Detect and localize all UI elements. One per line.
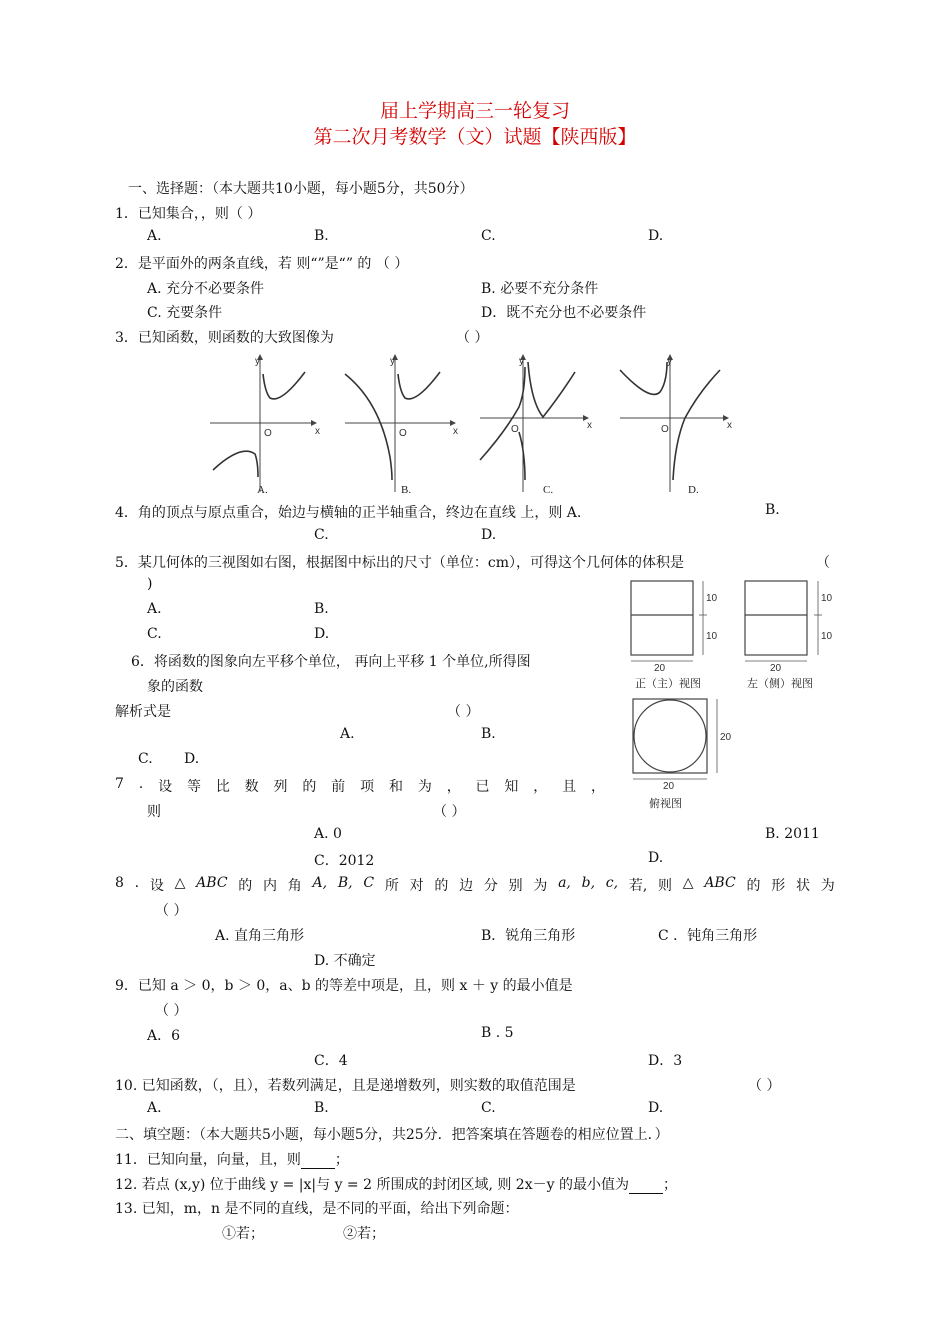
q5-paren-open: （	[816, 555, 830, 571]
q6-stem-line2: 象的函数	[147, 679, 203, 695]
svg-text:x: x	[453, 426, 458, 437]
side-view	[745, 581, 833, 690]
q10-option-d: D.	[648, 1100, 664, 1116]
top-view-label: 俯视图	[649, 798, 682, 810]
q2-stem: 2．是平面外的两条直线，若 则“”是“” 的 （ ）	[115, 256, 409, 272]
q5-stem: 5．某几何体的三视图如右图，根据图中标出的尺寸（单位：cm），可得这个几何体的体积是	[115, 555, 685, 571]
three-view-figure	[625, 575, 837, 815]
exam-title-line1: 届上学期高三一轮复习	[379, 100, 570, 122]
svg-text:10: 10	[706, 631, 718, 642]
top-view	[633, 699, 732, 810]
svg-text:20: 20	[654, 663, 666, 674]
svg-text:O: O	[399, 428, 407, 439]
q6-option-b: B.	[481, 726, 496, 742]
q6-option-d: D.	[184, 751, 200, 767]
q9-option-a: A．6	[147, 1028, 181, 1044]
svg-text:20: 20	[770, 663, 782, 674]
q2-option-b: B. 必要不充分条件	[481, 281, 599, 297]
side-view-label: 左（侧）视图	[747, 678, 813, 690]
q6-stem: 6．将函数的图象向左平移个单位， 再向上平移 1 个单位,所得图	[131, 654, 531, 670]
q5-option-c: C.	[147, 626, 162, 642]
section2-heading: 二、填空题：（本大题共5小题，每小题5分，共25分．把答案填在答题卷的相应位置上．）	[115, 1127, 669, 1143]
q8-stem: 8 . 设 △ ABC 的 内 角 A, B, C 所 对 的 边 分 别 为 a, b, c, 若, 则 △ ABC 的 形 状 为	[115, 875, 835, 894]
q8-option-a: A. 直角三角形	[215, 928, 305, 944]
q2-option-d: D．既不充分也不必要条件	[481, 305, 647, 321]
svg-text:20: 20	[663, 781, 675, 792]
q9-stem: 9．已知 a ＞ 0，b ＞ 0，a、b 的等差中项是，且，则 x ＋ y 的最小值是	[115, 978, 573, 994]
q1-option-b: B.	[314, 228, 329, 244]
q4-option-d: D.	[481, 527, 497, 543]
graph-b-label: B.	[401, 484, 412, 496]
q1-stem: 1．已知集合，，则（ ）	[115, 206, 262, 222]
q5-paren-close: )	[147, 576, 153, 592]
front-view-label: 正（主）视图	[635, 678, 701, 690]
q1-option-d: D.	[648, 228, 664, 244]
svg-text:O: O	[264, 428, 272, 439]
q8-option-c: C ．钝角三角形	[658, 928, 758, 944]
graph-d-label: D.	[688, 484, 699, 496]
q11-line: 11．已知向量，向量，且，则 ；	[115, 1152, 349, 1168]
q9-option-d: D．3	[648, 1053, 683, 1069]
svg-text:10: 10	[706, 593, 718, 604]
q13-stem: 13. 已知，m，n 是不同的直线，是不同的平面，给出下列命题：	[115, 1201, 519, 1217]
q10-paren: （ ）	[748, 1078, 781, 1094]
q4-stem: 4．角的顶点与原点重合，始边与横轴的正半轴重合，终边在直线 上，则 A.	[115, 505, 582, 521]
q1-option-a: A.	[147, 228, 162, 244]
svg-text:O: O	[511, 424, 519, 435]
graph-c	[480, 354, 592, 496]
q5-option-b: B.	[314, 601, 329, 617]
q9-paren: （ ）	[155, 1003, 188, 1019]
svg-text:x: x	[315, 426, 320, 437]
graph-c-label: C.	[543, 484, 554, 496]
q8-option-d: D. 不确定	[314, 953, 376, 969]
section1-heading: 一、选择题：（本大题共10小题，每小题5分，共50分）	[128, 181, 474, 197]
q6-option-c: C.	[138, 751, 153, 767]
svg-text:O: O	[661, 424, 669, 435]
q3-stem: 3．已知函数，则函数的大致图像为	[115, 330, 334, 346]
q8-option-b: B．锐角三角形	[481, 928, 576, 944]
graph-a	[210, 354, 320, 496]
q3-paren: （ ）	[456, 330, 489, 346]
q4-option-c: C.	[314, 527, 329, 543]
q13-item2: ②若；	[343, 1226, 385, 1242]
q10-option-c: C.	[481, 1100, 496, 1116]
q3-graphs	[205, 352, 745, 497]
svg-text:y: y	[667, 356, 672, 367]
svg-text:10: 10	[821, 593, 833, 604]
q7-option-a: A. 0	[314, 826, 342, 842]
q7-option-d: D.	[648, 850, 664, 866]
graph-a-label: A.	[257, 484, 268, 496]
front-view	[631, 581, 718, 690]
q6-paren: （ ）	[447, 704, 480, 720]
q10-option-a: A.	[147, 1100, 162, 1116]
q1-option-c: C.	[481, 228, 496, 244]
q8-paren: （ ）	[155, 903, 188, 919]
svg-text:x: x	[727, 420, 732, 431]
q7-stem: 7 . 设 等 比 数 列 的 前 项 和 为 ， 已 知 ， 且 ，	[115, 776, 605, 795]
graph-d	[620, 354, 732, 496]
svg-text:20: 20	[720, 732, 732, 743]
q11-answer-blank	[301, 1154, 335, 1169]
q12-line: 12. 若点 (x,y) 位于曲线 y = |x|与 y = 2 所围成的封闭区域, 则 2x－y 的最小值为 ；	[115, 1177, 677, 1193]
svg-text:x: x	[587, 420, 592, 431]
q5-option-a: A.	[147, 601, 162, 617]
q6-stem-line3: 解析式是	[115, 704, 171, 720]
q9-option-b: B . 5	[481, 1025, 514, 1041]
q5-option-d: D.	[314, 626, 330, 642]
q2-option-a: A. 充分不必要条件	[147, 281, 265, 297]
svg-text:y: y	[519, 356, 524, 367]
exam-title-line2: 第二次月考数学（文）试题【陕西版】	[313, 126, 637, 148]
q7-option-b: B. 2011	[765, 826, 820, 842]
q7-stem-line2: 则	[147, 804, 161, 820]
svg-text:10: 10	[821, 631, 833, 642]
q10-stem: 10. 已知函数，（，且），若数列满足，且是递增数列，则实数的取值范围是	[115, 1078, 576, 1094]
q13-item1: ①若；	[222, 1226, 264, 1242]
q9-option-c: C．4	[314, 1053, 348, 1069]
q2-option-c: C. 充要条件	[147, 305, 223, 321]
q7-option-c: C．2012	[314, 853, 375, 869]
svg-text:y: y	[390, 356, 395, 367]
q7-paren: （ ）	[433, 804, 466, 820]
q12-answer-blank	[629, 1179, 663, 1194]
svg-text:y: y	[255, 356, 260, 367]
q4-option-b: B.	[765, 502, 780, 518]
graph-b	[345, 354, 458, 496]
q10-option-b: B.	[314, 1100, 329, 1116]
q6-option-a: A.	[340, 726, 355, 742]
